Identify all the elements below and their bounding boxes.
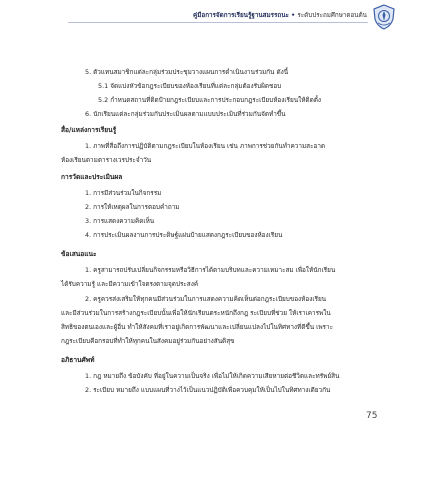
suggestion-2-cont-1: และมีส่วนร่วมในการสร้างกฎระเบียบนั้นเพื่อให้นักเรียนตระหนักถึงกฎ ระเบียบที่ช่วย ให้เราเคารพใน — [61, 309, 331, 317]
procedure-step-5-1: 5.1 จัดแบ่งหัวข้อกฎระเบียบของห้องเรียนที่แต่ละกลุ่มต้องรับผิดชอบ — [98, 82, 282, 90]
suggestion-2-cont-3: กฎระเบียบคือกรอบที่ทำให้ทุกคนในสังคมอยู่ร่วมกันอย่างสันติสุข — [61, 337, 235, 345]
procedure-step-6: 6. นักเรียนแต่ละกลุ่มร่วมกันประเมินผลตามแบบประเมินที่ร่วมกันจัดทำขึ้น — [85, 110, 286, 118]
header-title-main: คู่มือการจัดการเรียนรู้ฐานสมรรถนะ — [193, 12, 289, 19]
header-divider — [68, 22, 368, 23]
heading-evaluation: การวัดและประเมินผล — [61, 173, 123, 181]
suggestion-2-cont-2: สิทธิของตนเองและผู้อื่น ทำให้สังคมที่เราอยู่เกิดการพัฒนาและเปลี่ยนแปลงไปในทิศทางที่ดีขึ้น เพราะ — [61, 323, 334, 331]
suggestion-1-cont: ได้รับความรู้ และมีความเข้าใจตรงตามจุดประสงค์ — [61, 280, 199, 288]
evaluation-item-3: 3. การแสดงความคิดเห็น — [85, 217, 155, 225]
evaluation-item-2: 2. การให้เหตุผลในการตอบคำถาม — [85, 203, 180, 211]
heading-glossary: อภิธานศัพท์ — [61, 356, 95, 364]
glossary-item-1: 1. กฎ หมายถึง ข้อบังคับ ที่อยู่ในความเป็นจริง เพื่อไม่ให้เกิดความเสียหายต่อชีวิตและทรัพย์สิน — [85, 372, 340, 380]
page-header — [0, 0, 427, 34]
evaluation-item-1: 1. การมีส่วนร่วมในกิจกรรม — [85, 189, 162, 197]
header-title-suffix: ระดับประถมศึกษาตอนต้น — [297, 12, 367, 19]
header-separator: • — [288, 12, 298, 19]
emblem-logo-icon — [371, 3, 397, 31]
header-title — [193, 10, 367, 20]
suggestion-1: 1. ครูสามารถปรับเปลี่ยนกิจกรรมหรือวิธีการได้ตามบริบทและความเหมาะสม เพื่อให้นักเรียน — [85, 266, 336, 274]
procedure-step-5: 5. ตัวแทนสมาชิกแต่ละกลุ่มร่วมประชุมวางแผนการดำเนินงานร่วมกัน ดังนี้ — [85, 68, 289, 76]
media-item-1: 1. ภาพที่สื่อถึงการปฏิบัติตามกฎระเบียบในห้องเรียน เช่น ภาพการช่วยกันทำความสะอาด — [85, 142, 326, 150]
heading-learning-media: สื่อ/แหล่งการเรียนรู้ — [61, 126, 117, 134]
heading-suggestions: ข้อเสนอแนะ — [61, 250, 97, 258]
glossary-item-2: 2. ระเบียบ หมายถึง แบบแผนที่วางไว้เป็นแนวปฏิบัติเพื่อควบคุมให้เป็นไปในทิศทางเดียวกัน — [85, 386, 331, 394]
procedure-step-5-2: 5.2 กำหนดสถานที่ติดป้ายกฎระเบียบและการประกอบกฎระเบียบห้องเรียนให้ติดตั้ง — [98, 96, 321, 104]
suggestion-2: 2. ครูควรส่งเสริมให้ทุกคนมีส่วนร่วมในการแสดงความคิดเห็นต่อกฎระเบียบของห้องเรียน — [85, 295, 327, 303]
media-item-1-cont: ห้องเรียนตามตารางเวรประจำวัน — [61, 156, 152, 164]
page-number: 75 — [366, 411, 378, 421]
evaluation-item-4: 4. การประเมินผลงานการประดิษฐ์แผ่นป้ายแสดงกฎระเบียบของห้องเรียน — [85, 231, 283, 239]
